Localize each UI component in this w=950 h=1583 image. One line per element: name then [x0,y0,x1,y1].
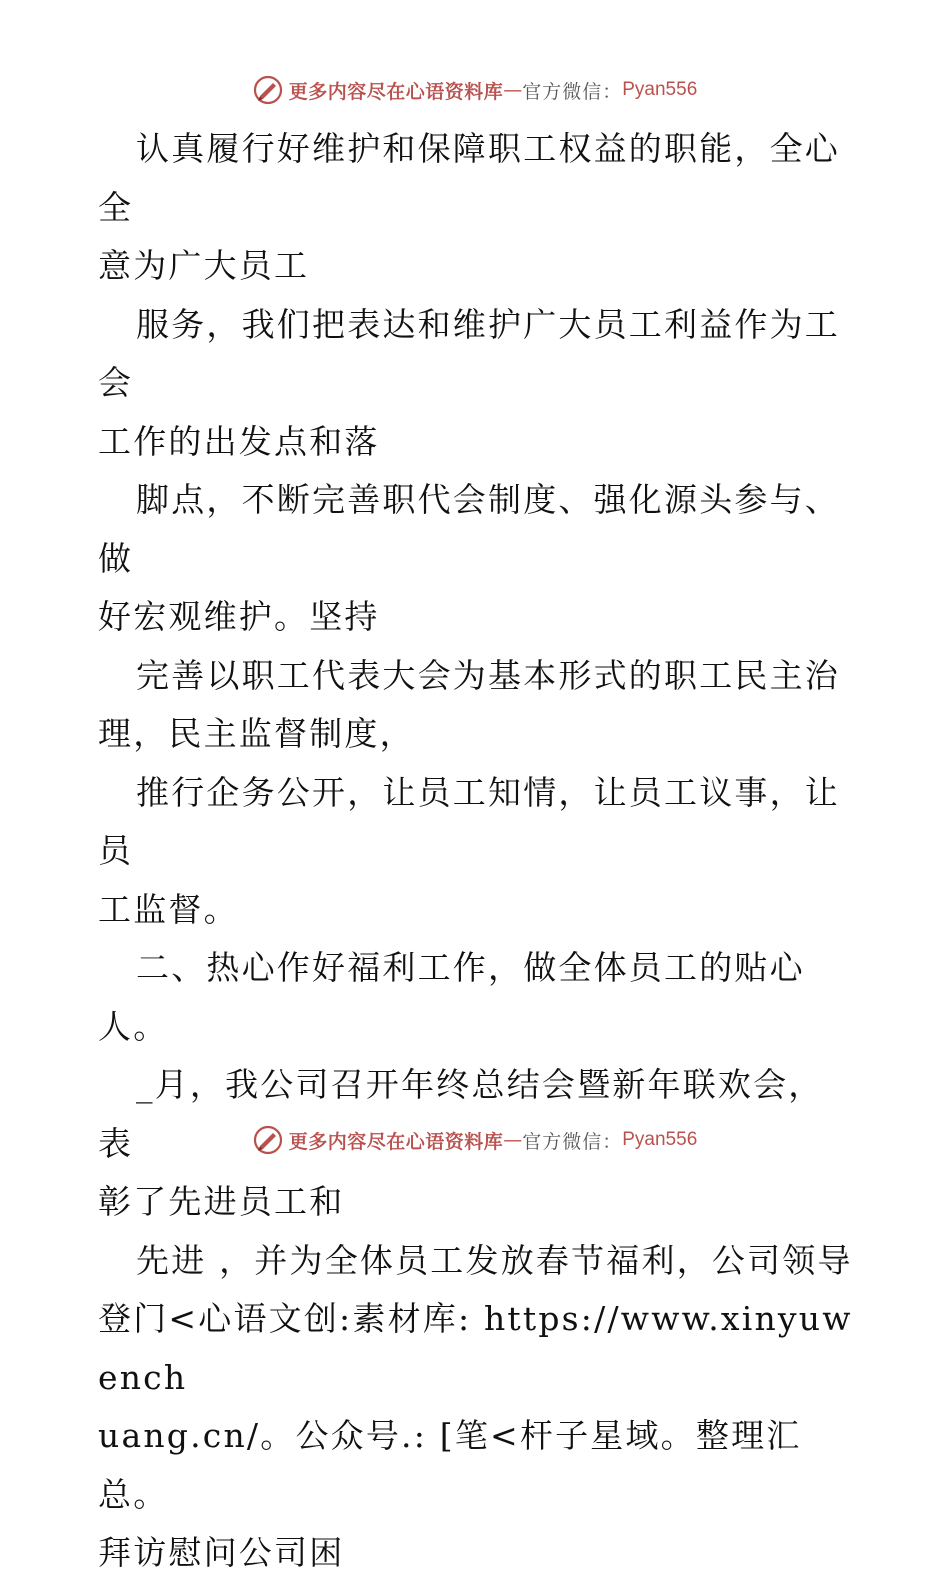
banner-separator: — [503,1129,523,1151]
paragraph-line: 好宏观维护。坚持 [98,597,380,636]
paragraph-line: 拜访慰问公司困 [98,1533,345,1572]
banner-wechat-id: Pyan556 [622,1129,698,1150]
paragraph-line: _月，我公司召开年终总结会暨新年联欢会，表 [98,1065,824,1163]
banner-separator: — [503,79,523,101]
banner-wechat-label: 官方微信： [522,80,623,103]
paragraph-line: 理，民主监督制度， [98,714,415,753]
paragraph-line: 二、热心作好福利工作，做全体员工的贴心人。 [98,948,805,1046]
paragraph-line: uang.cn/。公众号.: [笔<杆子星域。整理汇总。 [98,1416,802,1514]
banner-wechat-label: 官方微信： [522,1130,623,1153]
paragraph-line: 先进 ，并为全体员工发放春节福利，公司领导 [136,1240,853,1280]
pen-logo-icon [253,1125,283,1155]
banner-wechat-id: Pyan556 [622,79,698,100]
paragraph-line: 完善以职工代表大会为基本形式的职工民主治 [136,655,840,695]
paragraph-line: 推行企务公开，让员工知情，让员工议事，让员 [98,772,840,870]
paragraph-line: 服务，我们把表达和维护广大员工利益作为工会 [98,304,840,402]
banner-main-text: 更多内容尽在心语资料库 [288,1130,504,1153]
pen-logo-icon [253,75,283,105]
document-body [98,120,858,1583]
paragraph-line: 工作的出发点和落 [98,421,380,461]
paragraph-line: 工监督。 [98,889,239,929]
header-watermark-banner [0,70,950,110]
paragraph-line: 登门<心语文创:素材库: https://www.xinyuwench [98,1299,853,1397]
paragraph-line: 彰了先进员工和 [98,1182,345,1221]
paragraph-line: 脚点，不断完善职代会制度、强化源头参与、做 [98,480,840,578]
banner-main-text: 更多内容尽在心语资料库 [288,80,504,103]
paragraph-line: 认真履行好维护和保障职工权益的职能，全心全 [98,129,840,227]
footer-watermark-banner [0,1120,950,1160]
paragraph-line: 意为广大员工 [98,246,310,285]
